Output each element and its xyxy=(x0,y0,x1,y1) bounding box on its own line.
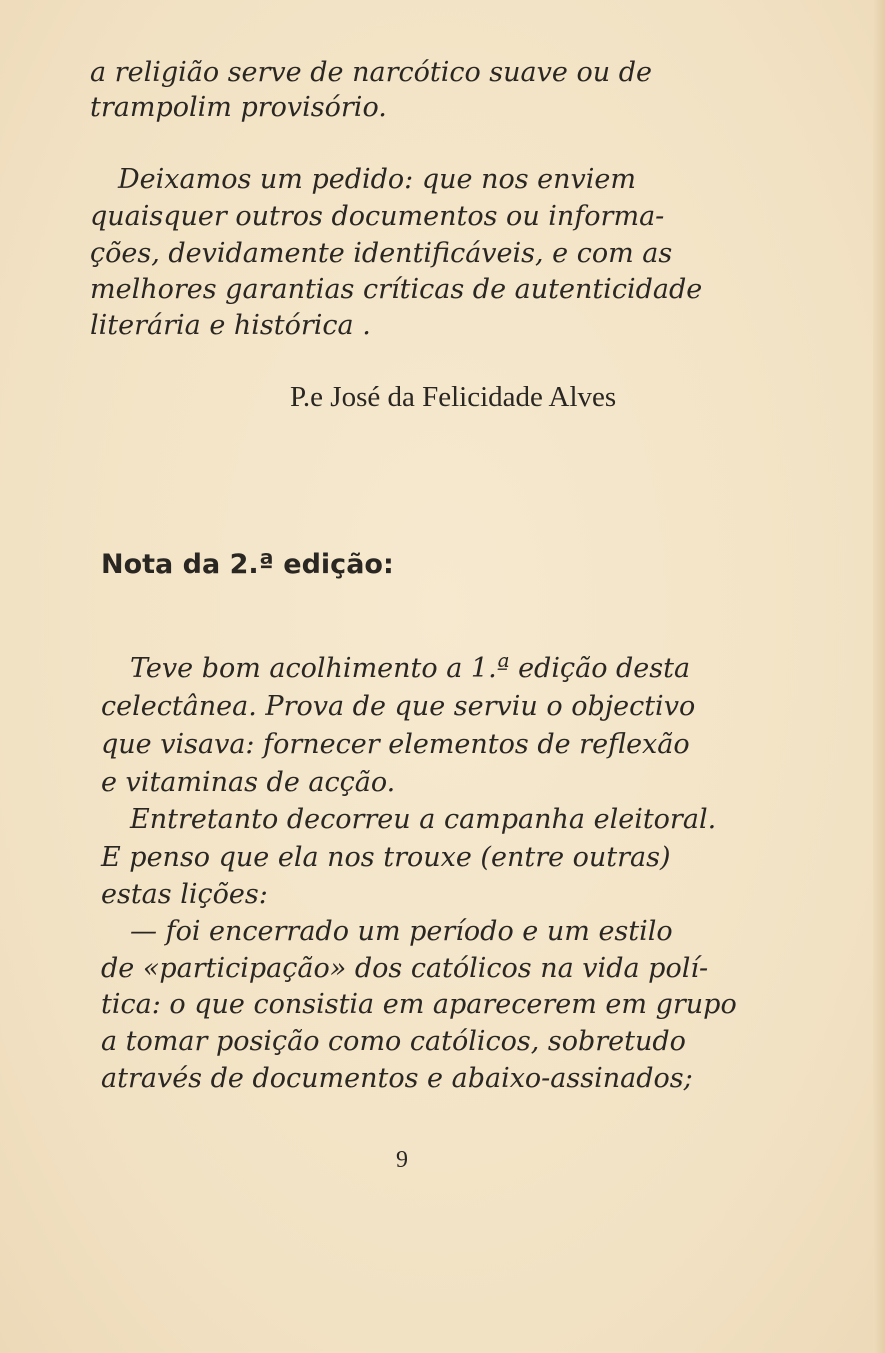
note-line-9: de «participação» dos católicos na vida polí- xyxy=(101,953,709,984)
page-edge xyxy=(873,0,885,1353)
note-line-5: Entretanto decorreu a campanha eleitoral. xyxy=(130,804,717,835)
request-line-3: ções, devidamente identificáveis, e com as xyxy=(90,238,673,269)
note-line-3: que visava: fornecer elementos de reflexão xyxy=(101,729,690,760)
request-line-2: quaisquer outros documentos ou informa- xyxy=(90,201,665,232)
note-line-2: celectânea. Prova de que serviu o objectivo xyxy=(101,691,696,722)
request-line-4: melhores garantias críticas de autenticidade xyxy=(90,274,703,305)
note-line-4: e vitaminas de acção. xyxy=(101,767,396,798)
request-line-5: literária e histórica . xyxy=(90,310,371,341)
page-number: 9 xyxy=(396,1147,408,1173)
note-line-6: E penso que ela nos trouxe (entre outras) xyxy=(101,842,671,873)
signature: P.e José da Felicidade Alves xyxy=(290,381,617,413)
note-line-7: estas lições: xyxy=(101,879,268,910)
intro-line-2: trampolim provisório. xyxy=(90,92,387,123)
note-line-12: através de documentos e abaixo-assinados; xyxy=(101,1063,693,1094)
note-line-11: a tomar posição como católicos, sobretudo xyxy=(101,1026,686,1057)
note-line-8: — foi encerrado um período e um estilo xyxy=(130,916,673,947)
note-heading: Nota da 2.ª edição: xyxy=(101,549,394,580)
intro-line-1: a religião serve de narcótico suave ou de xyxy=(90,57,652,88)
note-line-10: tica: o que consistia em aparecerem em grupo xyxy=(101,989,737,1020)
request-line-1: Deixamos um pedido: que nos enviem xyxy=(118,164,637,195)
note-line-1: Teve bom acolhimento a 1.ª edição desta xyxy=(130,653,691,684)
